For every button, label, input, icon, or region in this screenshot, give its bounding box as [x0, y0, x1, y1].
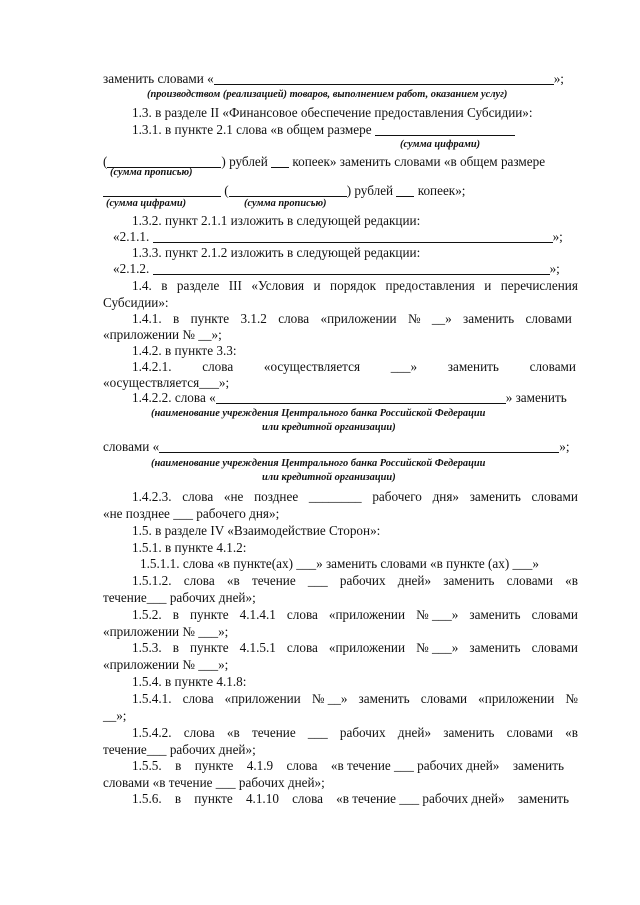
text-line: словами «в течение ___ рабочих дней»;	[103, 775, 325, 790]
word: № ___»	[416, 607, 459, 622]
word: порядок	[330, 278, 377, 293]
line-text: (	[224, 183, 229, 198]
word: в	[173, 311, 180, 326]
word: в	[174, 791, 182, 806]
word: в	[175, 758, 182, 773]
word: 1.5.4.2.	[132, 725, 172, 740]
field-caption: (сумма цифрами)	[400, 139, 481, 150]
text-line	[132, 608, 578, 621]
word: слова	[286, 640, 318, 655]
blank-field	[103, 184, 221, 197]
word: ________	[308, 489, 362, 504]
line-text: »;	[553, 71, 564, 86]
word: «в	[565, 725, 578, 740]
word: «приложении	[224, 691, 301, 706]
word: заменить	[469, 489, 521, 504]
text-line: течение___ рабочих дней»;	[103, 590, 256, 605]
text-line: течение___ рабочих дней»;	[103, 742, 256, 757]
text-line: «приложении № ___»;	[103, 657, 229, 672]
text-line	[132, 391, 567, 404]
line-text: ) рублей	[221, 154, 268, 169]
word: ___	[307, 573, 328, 588]
text-line	[132, 312, 572, 325]
word: и	[313, 278, 321, 293]
field-caption: (наименование учреждения Центрального банка Российской Федерации	[151, 458, 486, 469]
word: заменить	[443, 573, 495, 588]
word: словами	[529, 359, 576, 374]
word: «в течение ___ рабочих дней»	[330, 758, 500, 773]
text-line	[132, 123, 515, 136]
text-line: Субсидии»:	[103, 295, 169, 310]
word: «приложении	[328, 607, 406, 622]
word: пункте	[190, 311, 230, 326]
field-caption: (сумма прописью)	[110, 167, 193, 178]
word: слова	[278, 311, 310, 326]
text-line: 1.5.1.1. слова «в пункте(ах) ___» заменить словами «в пункте (ах) ___»	[140, 556, 539, 571]
word: III	[228, 278, 242, 293]
text-line	[132, 279, 578, 292]
word: слова	[182, 691, 214, 706]
word: № ___»	[416, 640, 459, 655]
text-line: 1.5.4. в пункте 4.1.8:	[132, 674, 247, 689]
word: пункте	[194, 758, 234, 773]
word: 1.5.4.1.	[132, 691, 172, 706]
word: пункте	[194, 791, 233, 806]
word: слова	[202, 359, 234, 374]
word: перечисления	[500, 278, 578, 293]
line-text: ) рублей	[346, 183, 394, 198]
text-line	[113, 230, 563, 243]
text-line	[113, 262, 560, 275]
word: пункте	[190, 607, 229, 622]
blank-field	[216, 391, 506, 404]
field-caption: (сумма прописью)	[244, 198, 327, 209]
word: «осуществляется	[263, 359, 361, 374]
word: словами	[531, 640, 578, 655]
word: 1.4.	[132, 278, 152, 293]
word: __»	[431, 311, 452, 326]
field-caption: или кредитной организации)	[262, 472, 396, 483]
text-line	[132, 726, 578, 739]
word: словами	[506, 725, 553, 740]
word: «в	[226, 725, 240, 740]
text-line: __»;	[103, 708, 127, 723]
text-line	[132, 641, 578, 654]
blank-field	[396, 184, 414, 197]
field-caption: или кредитной организации)	[262, 422, 396, 433]
word: в	[172, 640, 179, 655]
field-caption: (производством (реализацией) товаров, выполнением работ, оказанием услуг)	[147, 89, 508, 100]
text-line: 1.5. в разделе IV «Взаимодействие Сторон»:	[132, 523, 381, 538]
text-line: 1.5.1. в пункте 4.1.2:	[132, 540, 247, 555]
word: 1.5.6.	[132, 791, 162, 806]
word: ___»	[390, 359, 418, 374]
text-line	[103, 72, 564, 85]
word: заменить	[517, 791, 569, 806]
text-line	[132, 792, 569, 805]
line-text: копеек»;	[417, 183, 466, 198]
text-line	[132, 490, 578, 503]
word: № __»	[311, 691, 348, 706]
word: дней»	[397, 573, 432, 588]
word: заменить	[512, 758, 564, 773]
word: 4.1.4.1	[239, 607, 276, 622]
word: заменить	[447, 359, 499, 374]
word: рабочих	[339, 573, 386, 588]
text-line: «осуществляется___»;	[103, 375, 230, 390]
word: разделе	[176, 278, 220, 293]
word: словами	[506, 573, 553, 588]
blank-field	[214, 72, 554, 85]
word: рабочих	[339, 725, 386, 740]
line-text: словами «	[103, 439, 160, 454]
text-line	[132, 692, 578, 705]
line-text: »;	[559, 439, 570, 454]
word: «не	[223, 489, 244, 504]
word: словами	[420, 691, 468, 706]
blank-field	[153, 262, 550, 275]
word: слова	[286, 607, 318, 622]
word: «Условия	[251, 278, 305, 293]
word: словами	[531, 489, 578, 504]
line-text: »;	[552, 229, 563, 244]
word: 1.5.1.2.	[132, 573, 172, 588]
word: слова	[286, 758, 318, 773]
word: «приложении	[320, 311, 397, 326]
blank-field	[159, 440, 559, 453]
word: словами	[525, 311, 572, 326]
word: 1.4.2.1.	[132, 359, 172, 374]
word: дня»	[432, 489, 460, 504]
word: 1.5.2.	[132, 607, 162, 622]
line-text: заменить словами «	[103, 71, 214, 86]
word: дней»	[397, 725, 432, 740]
word: 4.1.5.1	[239, 640, 276, 655]
line-text: » заменить	[505, 390, 567, 405]
word: 1.4.1.	[132, 311, 162, 326]
text-line: 1.3.2. пункт 2.1.1 изложить в следующей редакции:	[132, 213, 421, 228]
word: заменить	[443, 725, 495, 740]
word: 1.4.2.3.	[132, 489, 172, 504]
blank-field	[229, 184, 347, 197]
word: позднее	[254, 489, 299, 504]
text-line	[103, 184, 465, 197]
word: предоставления	[385, 278, 475, 293]
field-caption: (наименование учреждения Центрального банка Российской Федерации	[151, 408, 486, 419]
text-line: «приложении № __»;	[103, 327, 222, 342]
blank-field	[153, 230, 553, 243]
word: 4.1.9	[246, 758, 274, 773]
text-line	[132, 574, 578, 587]
line-text: 1.4.2.2. слова «	[132, 390, 216, 405]
word: словами	[531, 607, 578, 622]
word: слова	[183, 573, 215, 588]
word: течение	[251, 573, 296, 588]
word: заменить	[469, 640, 521, 655]
word: 4.1.10	[245, 791, 279, 806]
word: слова	[182, 489, 214, 504]
text-line: «не позднее ___ рабочего дня»;	[103, 506, 280, 521]
word: рабочего	[372, 489, 422, 504]
line-text: копеек» заменить словами «в общем размере	[292, 154, 546, 169]
text-line: 1.3. в разделе II «Финансовое обеспечение предоставления Субсидии»:	[132, 105, 533, 120]
word: 3.1.2	[240, 311, 267, 326]
word: и	[484, 278, 492, 293]
text-line: 1.4.2. в пункте 3.3:	[132, 343, 237, 358]
text-line: 1.3.3. пункт 2.1.2 изложить в следующей редакции:	[132, 245, 421, 260]
word: №	[407, 311, 421, 326]
word: «в	[565, 573, 578, 588]
text-line	[132, 759, 564, 772]
word: в	[172, 607, 179, 622]
word: течение	[251, 725, 296, 740]
word: «в течение ___ рабочих дней»	[336, 791, 505, 806]
word: «приложении	[478, 691, 555, 706]
word: заменить	[358, 691, 410, 706]
text-line	[132, 360, 576, 373]
word: пункте	[190, 640, 229, 655]
word: заменить	[463, 311, 515, 326]
word: «в	[226, 573, 240, 588]
blank-field	[271, 155, 289, 168]
field-caption: (сумма цифрами)	[106, 198, 187, 209]
line-text: 1.3.1. в пункте 2.1 слова «в общем размере	[132, 122, 372, 137]
word: в	[161, 278, 168, 293]
line-text: «2.1.1.	[113, 229, 150, 244]
line-text: (	[103, 154, 108, 169]
word: слова	[183, 725, 215, 740]
word: «приложении	[328, 640, 406, 655]
line-text: »;	[549, 261, 560, 276]
word: ___	[307, 725, 328, 740]
word: слова	[292, 791, 323, 806]
text-line: «приложении № ___»;	[103, 624, 229, 639]
word: заменить	[469, 607, 521, 622]
word: 1.5.3.	[132, 640, 162, 655]
blank-field	[375, 123, 515, 136]
word: №	[565, 691, 578, 706]
text-line	[103, 440, 570, 453]
line-text: «2.1.2.	[113, 261, 150, 276]
word: 1.5.5.	[132, 758, 162, 773]
